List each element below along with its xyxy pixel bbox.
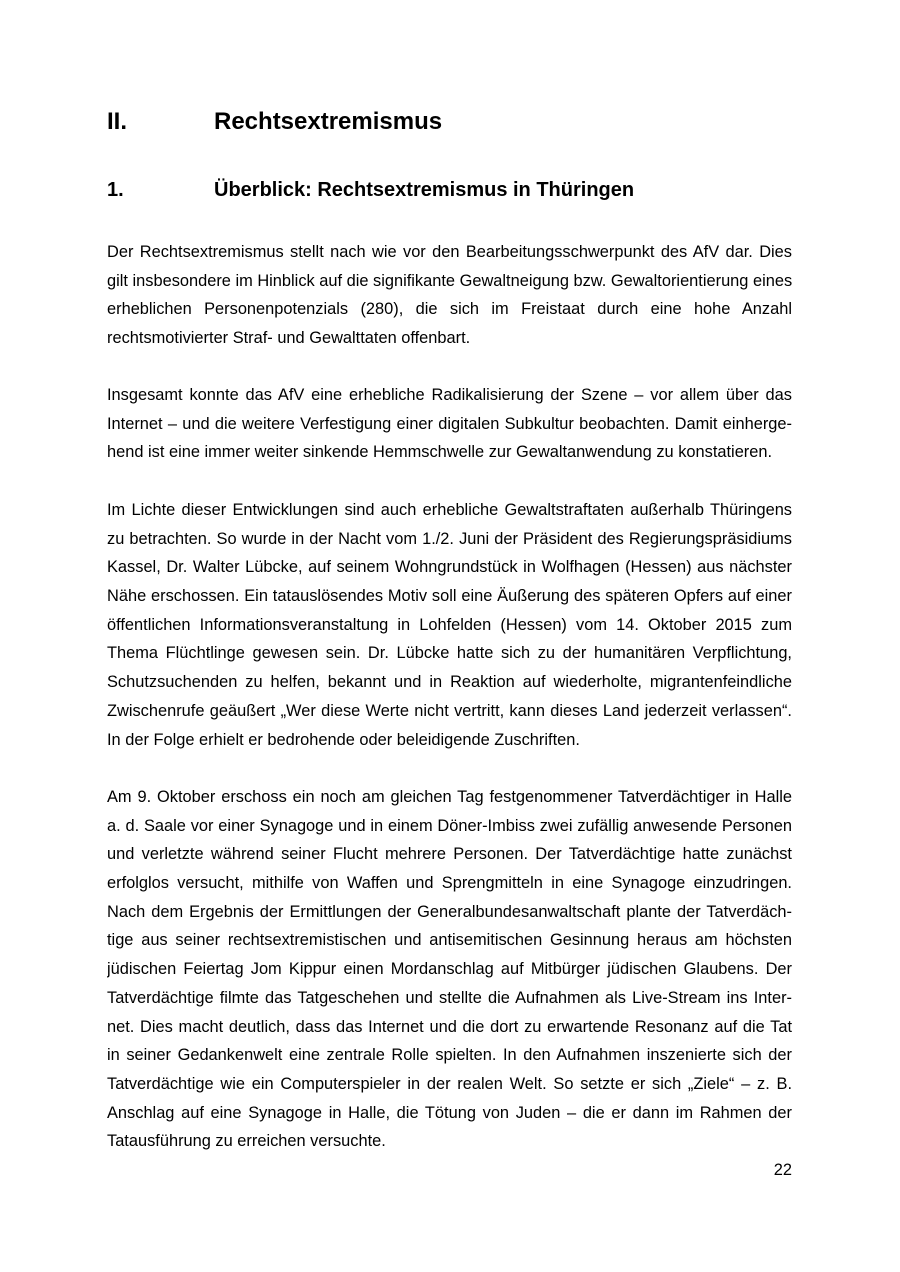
text-line: net. Dies macht deutlich, dass das Internet und die dort zu erwartende Resonanz auf die Tat [107,1017,792,1036]
paragraph-2 [107,381,792,467]
text-line: Tatverdächtige filmte das Tatgeschehen und stellte die Aufnahmen als Live-Stream ins Inter- [107,988,792,1007]
section-number: II. [107,108,128,135]
text-line: Zwischenrufe geäußert „Wer diese Werte nicht vertritt, kann dieses Land jederzeit verlassen“. [107,701,792,720]
text-line: In der Folge erhielt er bedrohende oder beleidigende Zuschriften. [107,730,580,749]
text-line: Im Lichte dieser Entwicklungen sind auch erhebliche Gewaltstraftaten außerhalb Thüringens [107,501,792,519]
text-line: erheblichen Personenpotenzials (280), die sich im Freistaat durch eine hohe Anzahl [107,300,792,319]
text-line: jüdischen Feiertag Jom Kippur einen Mordanschlag auf Mitbürger jüdischen Glaubens. Der [107,960,792,979]
text-line: in seiner Gedankenwelt eine zentrale Rolle spielten. In den Aufnahmen inszenierte sich der [107,1046,792,1065]
text-line: rechtsmotivierter Straf- und Gewalttaten offenbart. [107,329,471,348]
text-line: Insgesamt konnte das AfV eine erhebliche Radikalisierung der Szene – vor allem über das [107,386,792,404]
text-line: erfolglos versucht, mithilfe von Waffen und Sprengmitteln in eine Synagoge einzudringen. [107,874,792,893]
section-heading [107,107,797,137]
subsection-title: Überblick: Rechtsextremismus in Thüringen [214,179,635,201]
paragraph-3 [107,496,792,754]
text-line: Tatverdächtige wie ein Computerspieler in der realen Welt. So setzte er sich „Ziele“ – z. B. [107,1074,792,1093]
text-line: Tatausführung zu erreichen versuchte. [107,1132,386,1151]
text-line: Anschlag auf eine Synagoge in Halle, die Tötung von Juden – die er dann im Rahmen der [107,1103,792,1122]
text-line: Nach dem Ergebnis der Ermittlungen der Generalbundesanwaltschaft plante der Tatverdäch- [107,902,792,921]
text-line: öffentlichen Informationsveranstaltung in Lohfelden (Hessen) vom 14. Oktober 2015 zum [107,615,792,634]
text-line: Der Rechtsextremismus stellt nach wie vor den Bearbeitungsschwerpunkt des AfV dar. Dies [107,243,792,261]
text-line: tige aus seiner rechtsextremistischen und antisemitischen Gesinnung heraus am höchsten [107,931,792,950]
text-line: hend ist eine immer weiter sinkende Hemmschwelle zur Gewaltanwendung zu konstatieren. [107,443,773,462]
section-title: Rechtsextremismus [214,108,443,135]
text-line: gilt insbesondere im Hinblick auf die signifikante Gewaltneigung bzw. Gewaltorientierung eines [107,271,792,290]
text-line: a. d. Saale vor einer Synagoge und in einem Döner-Imbiss zwei zufällig anwesende Personen [107,816,792,835]
text-line: Nähe erschossen. Ein tatauslösendes Motiv soll eine Äußerung des späteren Opfers auf einer [107,587,792,606]
subsection-heading [107,177,797,203]
paragraph-4 [107,783,792,1156]
text-line: zu betrachten. So wurde in der Nacht vom 1./2. Juni der Präsident des Regierungspräsidiums [107,529,792,548]
text-line: Schutzsuchenden zu helfen, bekannt und in Reaktion auf wiederholte, migrantenfeindliche [107,673,792,692]
text-line: Am 9. Oktober erschoss ein noch am gleichen Tag festgenommener Tatverdächtiger in Halle [107,788,792,806]
page-number: 22 [773,1161,792,1179]
text-line: und verletzte während seiner Flucht mehrere Personen. Der Tatverdächtige hatte zunächst [107,845,792,864]
paragraph-1 [107,238,792,353]
text-line: Kassel, Dr. Walter Lübcke, auf seinem Wohngrundstück in Wolfhagen (Hessen) aus nächster [107,558,792,577]
text-line: Internet – und die weitere Verfestigung einer digitalen Subkultur beobachten. Damit einherge- [107,414,792,433]
subsection-number: 1. [107,179,124,201]
text-line: Thema Flüchtlinge gewesen sein. Dr. Lübcke hatte sich zu der humanitären Verpflichtung, [107,644,792,663]
